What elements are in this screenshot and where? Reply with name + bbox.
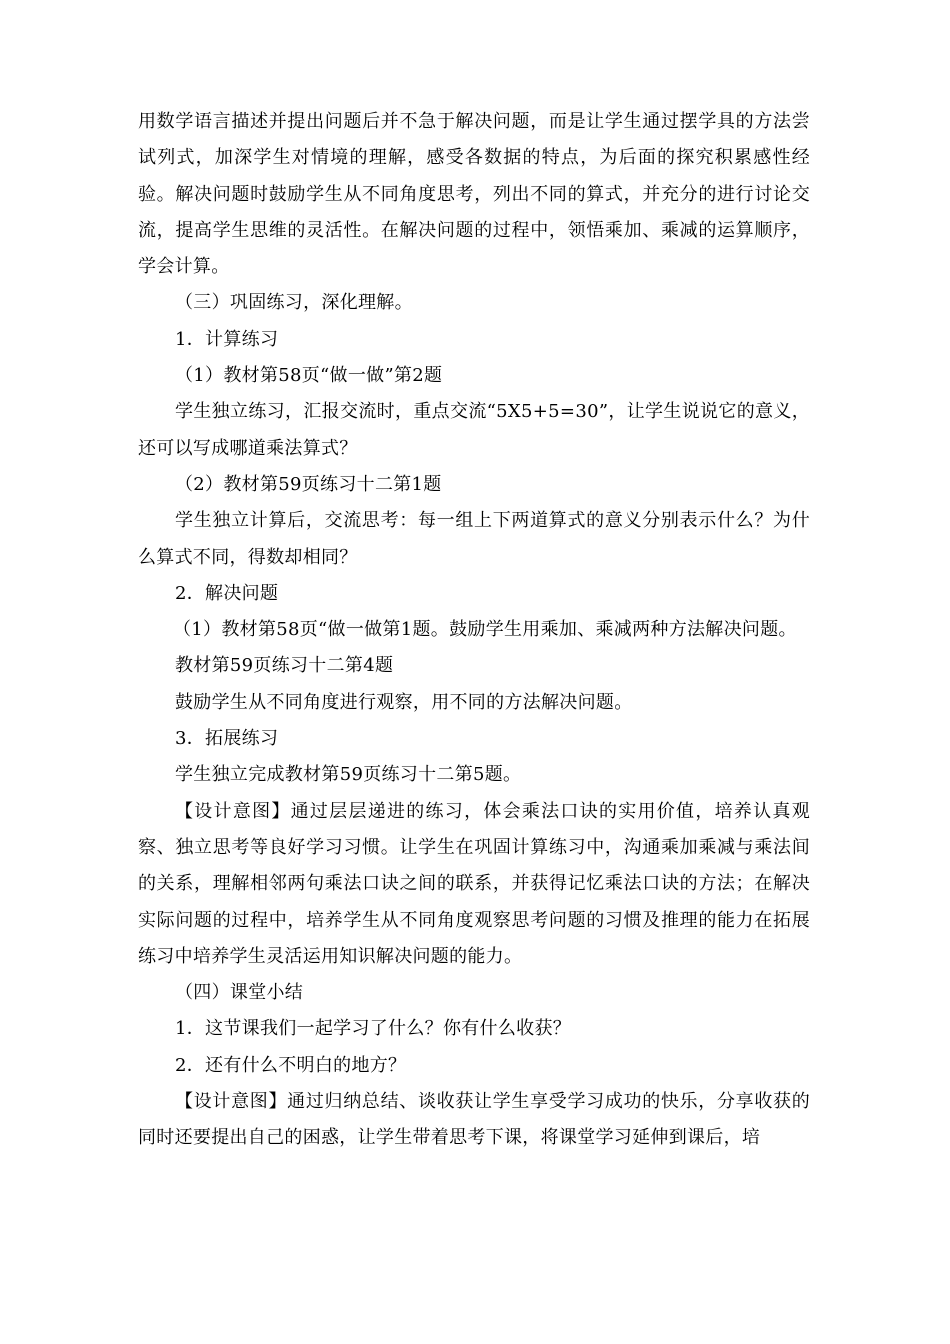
paragraph-textbook-p59-q5: 学生独立完成教材第59页练习十二第5题。 [175,764,522,786]
section-heading-summary: （四）课堂小结 [175,982,304,1004]
item-textbook-p58-q1-text: （1）教材第58页“做一做第1题。鼓励学生用乘加、乘减两种方法解决问题。 [173,619,797,641]
section-heading-consolidation: （三）巩固练习，深化理解。 [175,292,413,314]
paragraph-independent-practice: 学生独立练习，汇报交流时，重点交流“5X5+5=30”，让学生说说它的意义，还可以写成哪道乘法算式？ [138,401,810,459]
subheading-calculation-practice: 1．计算练习 [175,328,279,350]
item-summary-question-1: 1．这节课我们一起学习了什么？你有什么收获？ [175,1018,572,1040]
document-page [138,104,810,1157]
paragraph-intro-continued: 用数学语言描述并提出问题后并不急于解决问题，而是让学生通过摆学具的方法尝试列式，加深学生对情境的理解，感受各数据的特点，为后面的探究积累感性经验。解决问题时鼓励学生从不同角度思考，列出不同的算式，并充分的进行讨论交流，提高学生思维的灵活性。在解决问题的过程中，领悟乘加、乘减的运算顺序，学会计算。 [138,111,810,278]
item-textbook-p58-q1 [138,612,810,648]
subheading-extension-practice: 3．拓展练习 [175,728,279,750]
item-summary-question-2: 2．还有什么不明白的地方？ [175,1054,407,1076]
paragraph-encourage-observation: 鼓励学生从不同角度进行观察，用不同的方法解决问题。 [175,691,633,713]
paragraph-independent-calculation: 学生独立计算后，交流思考：每一组上下两道算式的意义分别表示什么？为什么算式不同，得数却相同？ [138,510,810,568]
paragraph-design-intent-1: 【设计意图】通过层层递进的练习，体会乘法口诀的实用价值，培养认真观察、独立思考等良好学习习惯。让学生在巩固计算练习中，沟通乘加乘减与乘法间的关系，理解相邻两句乘法口诀之间的联系，并获得记忆乘法口诀的方法；在解决实际问题的过程中，培养学生从不同角度观察思考问题的习惯及推理的能力在拓展练习中培养学生灵活运用知识解决问题的能力。 [138,800,810,967]
subheading-problem-solving: 2．解决问题 [175,582,279,604]
item-textbook-p58-q2: （1）教材第58页“做一做”第2题 [175,365,443,387]
item-textbook-p59-q4: 教材第59页练习十二第4题 [175,655,394,677]
item-textbook-p59-q1: （2）教材第59页练习十二第1题 [175,473,442,495]
paragraph-design-intent-2: 【设计意图】通过归纳总结、谈收获让学生享受学习成功的快乐，分享收获的同时还要提出自己的困惑，让学生带着思考下课，将课堂学习延伸到课后，培 [138,1091,810,1149]
